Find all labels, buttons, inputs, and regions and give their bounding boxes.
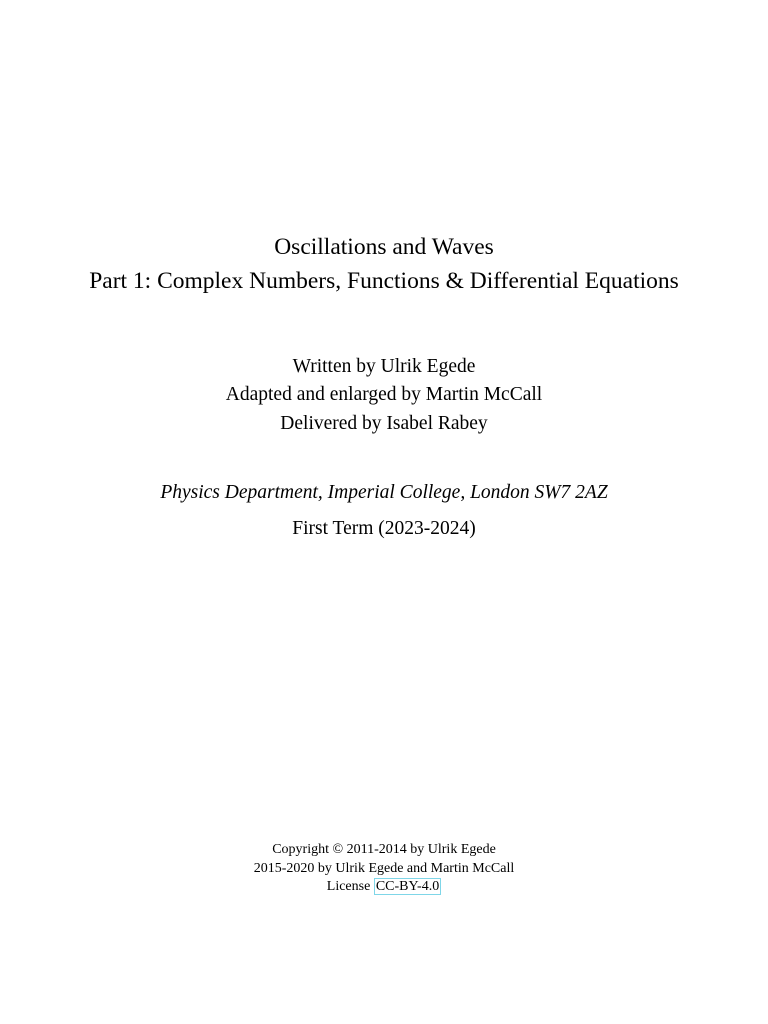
copyright-line-2: 2015-2020 by Ulrik Egede and Martin McCall: [253, 861, 515, 876]
adapted-by: Adapted and enlarged by Martin McCall: [225, 384, 543, 405]
term: First Term (2023-2024): [292, 518, 476, 539]
copyright-line-1: Copyright © 2011-2014 by Ulrik Egede: [272, 842, 496, 857]
document-title: Oscillations and Waves: [274, 234, 494, 260]
document-subtitle: Part 1: Complex Numbers, Functions & Differential Equations: [89, 268, 679, 294]
delivered-by: Delivered by Isabel Rabey: [280, 413, 488, 434]
license-link[interactable]: CC-BY-4.0: [375, 879, 440, 894]
license-line: [0, 880, 768, 894]
written-by: Written by Ulrik Egede: [292, 356, 476, 377]
license-label: License: [326, 879, 371, 894]
affiliation: Physics Department, Imperial College, London SW7 2AZ: [160, 482, 608, 503]
